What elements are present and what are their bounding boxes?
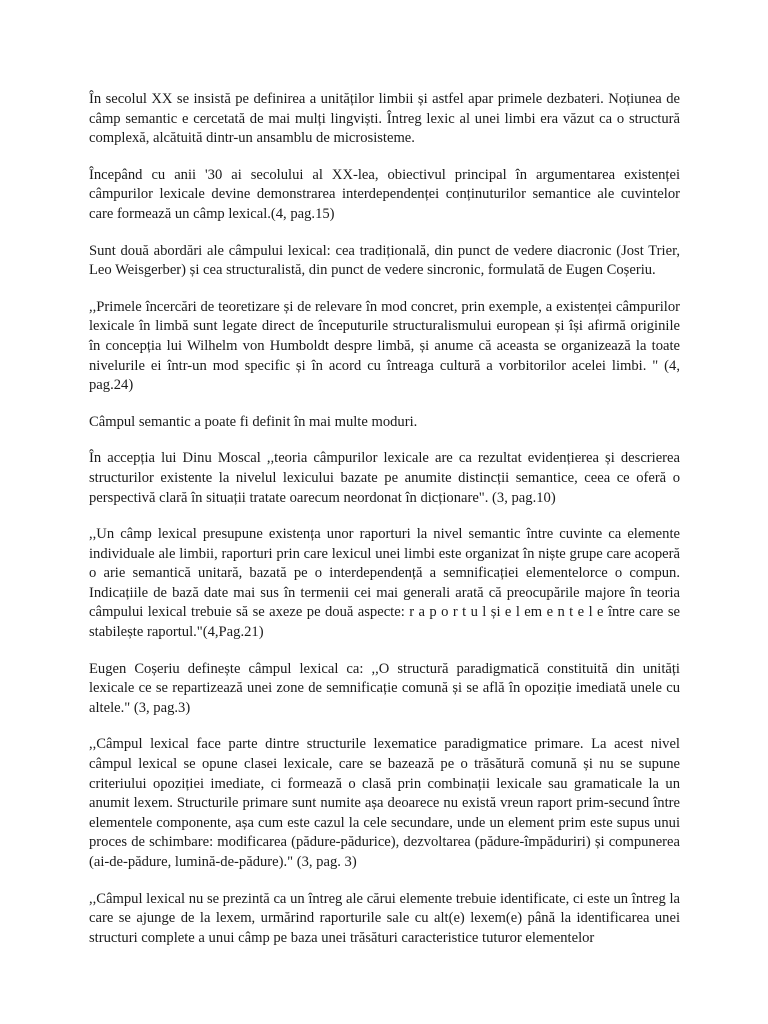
paragraph-5: Câmpul semantic a poate fi definit în mai multe moduri. xyxy=(89,413,418,430)
paragraph-7: ,,Un câmp lexical presupune existența unor raporturi la nivel semantic între cuvinte ca elemente individuale ale limbii, raporturi prin care lexicul unei limbi este organizat în niște grupe care acoperă o arie semantică unitară, bazată pe o interdependență a semnificației elementelorce o compun. Indicațiile de bază date mai sus în termenii cei mai generali arată că preocupările majore în teoria câmpului lexical trebuie să se axeze pe două aspecte: r a p o r t u l și e l em e n t e l e între care se stabilește raportul."(4,Pag.21) xyxy=(89,526,680,641)
paragraph-2: Începând cu anii '30 ai secolului al XX-lea, obiectivul principal în argumentarea existenței câmpurilor lexicale devine demonstrarea interdependenței conținuturilor semantice ale cuvintelor care formează un câmp lexical.(4, pag.15) xyxy=(89,166,680,222)
paragraph-10: ,,Câmpul lexical nu se prezintă ca un întreg ale cărui elemente trebuie identificate, ci este un întreg la care se ajunge de la lexem, urmărind raporturile sale cu alt(e) lexem(e) până la identificarea unei structuri complete a unui câmp pe baza unei trăsături caracteristice tuturor elementelor xyxy=(89,890,680,946)
paragraph-1: În secolul XX se insistă pe definirea a unităților limbii și astfel apar primele dezbateri. Noțiunea de câmp semantic e cercetată de mai mulți lingviști. Întreg lexic al unei limbi era văzut ca o structură complexă, alcătuită dintr-un ansamblu de microsisteme. xyxy=(89,91,680,147)
paragraph-4: ,,Primele încercări de teoretizare și de relevare în mod concret, prin exemple, a existenței câmpurilor lexicale în limbă sunt legate direct de începuturile structuralismului european și își afirmă originile în concepția lui Wilhelm von Humboldt despre limbă, și anume că aceasta se organizează la toate nivelurile ei într-un mod specific și în acord cu întreaga cultură a vorbitorilor acelei limbi. " (4, pag.24) xyxy=(89,298,680,394)
paragraph-9: ,,Câmpul lexical face parte dintre structurile lexematice paradigmatice primare. La acest nivel câmpul lexical se opune clasei lexicale, care se bazează pe o trăsătură comună și nu se supune criteriului opoziției imediate, ci formează o clasă prin combinații lexicale sau gramaticale la un anumit lexem. Structurile primare sunt numite așa deoarece nu există vreun raport prim-secund între elementele componente, așa cum este cazul la cele secundare, unde un element prim este supus unui proces de schimbare: modificarea (pădure-pădurice), dezvoltarea (pădure-împăduriri) și compunerea (ai-de-pădure, lumină-de-pădure)." (3, pag. 3) xyxy=(89,736,680,870)
paragraph-3: Sunt două abordări ale câmpului lexical: cea tradițională, din punct de vedere diacronic (Jost Trier, Leo Weisgerber) și cea structuralistă, din punct de vedere sincronic, formulată de Eugen Coșeriu. xyxy=(89,242,680,279)
paragraph-6: În accepția lui Dinu Moscal ,,teoria câmpurilor lexicale are ca rezultat evidențierea și descrierea structurilor existente la nivelul lexicului bazate pe anumite distincții semantice, ceea ce oferă o perspectivă clară în situații tratate oarecum neordonat în dicționare". (3, pag.10) xyxy=(89,450,680,506)
paragraph-8: Eugen Coșeriu definește câmpul lexical ca: ,,O structură paradigmatică constituită din unități lexicale ce se repartizează unei zone de semnificație comună și se află în opoziție imediată unele cu altele." (3, pag.3) xyxy=(89,660,680,716)
